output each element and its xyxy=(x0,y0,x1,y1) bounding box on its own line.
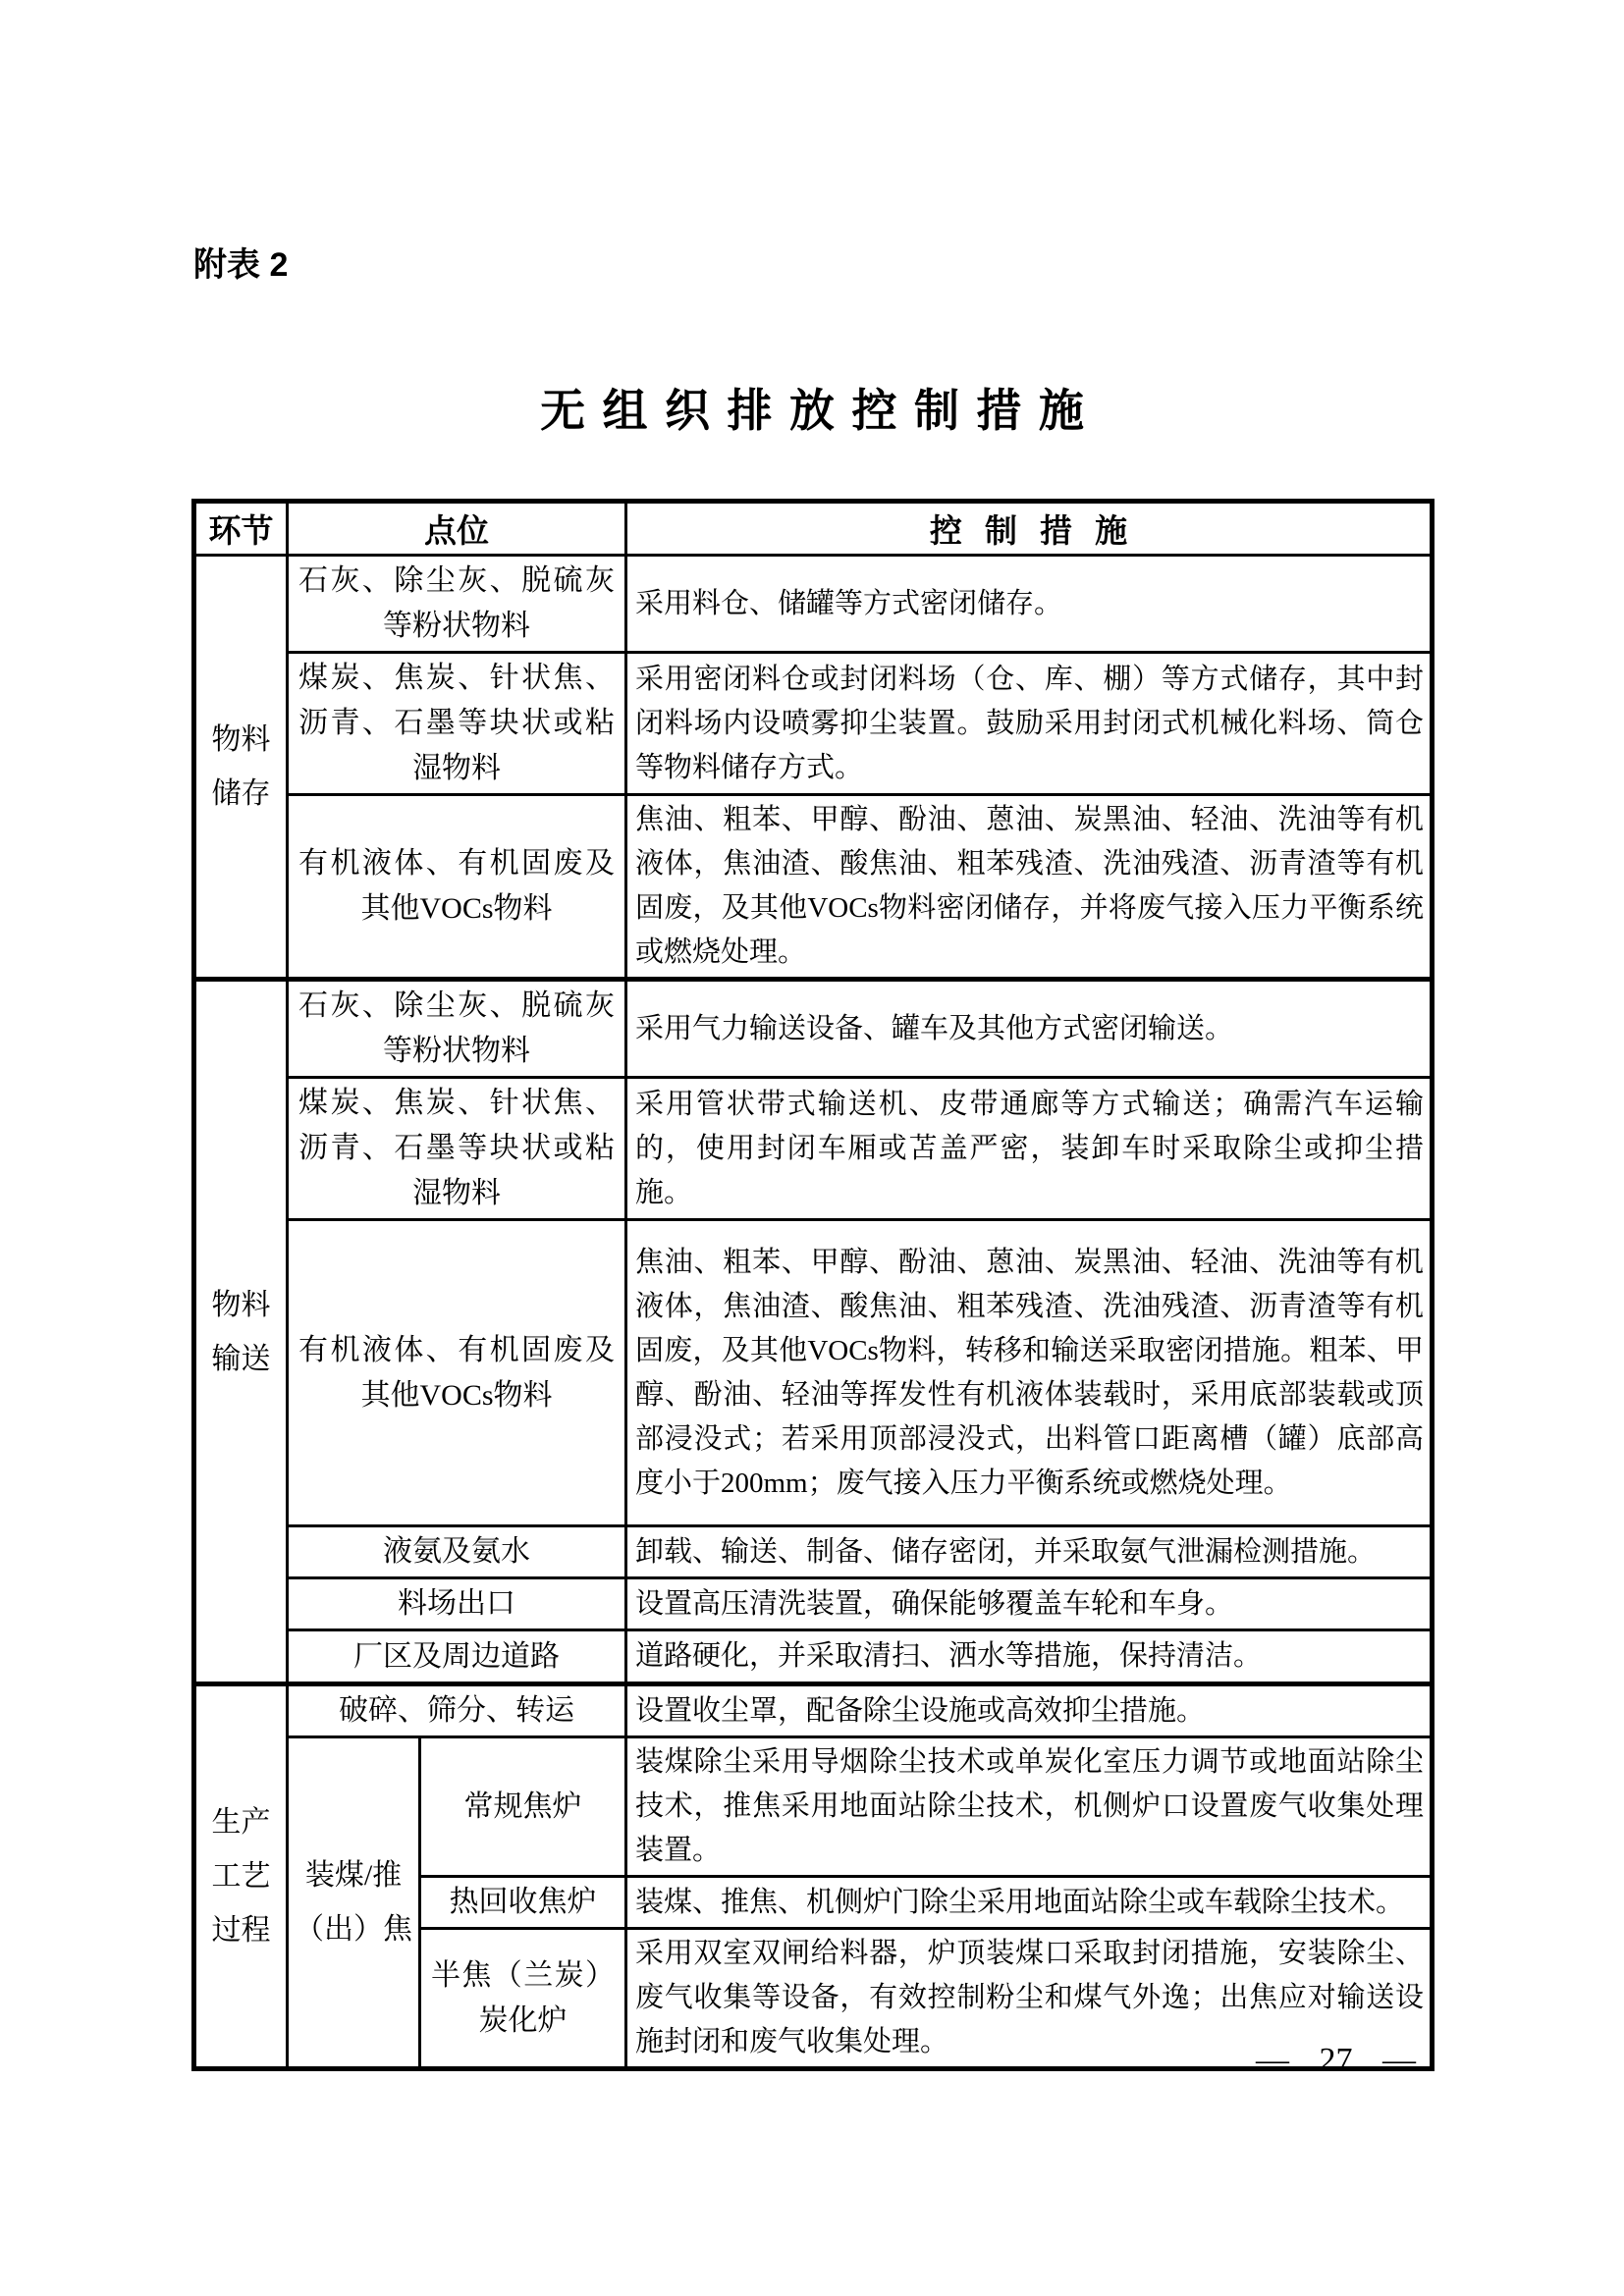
point-cell: 有机液体、有机固废及其他VOCs物料 xyxy=(288,1220,626,1526)
point-cell: 有机液体、有机固废及其他VOCs物料 xyxy=(288,795,626,980)
stage-label-line: 储存 xyxy=(211,777,271,810)
measure-cell: 采用密闭料仓或封闭料场（仓、库、棚）等方式储存，其中封闭料场内设喷雾抑尘装置。鼓励采用封闭式机械化料场、筒仓等物料储存方式。 xyxy=(626,653,1433,795)
table-row xyxy=(194,653,1433,795)
document-title: 无组织排放控制措施 xyxy=(540,385,1102,436)
measure-cell: 采用双室双闸给料器，炉顶装煤口采取封闭措施，安装除尘、废气收集等设备，有效控制粉尘和煤气外逸；出焦应对输送设施封闭和废气收集处理。 xyxy=(626,1929,1433,2069)
point-group-label-line: （出）焦 xyxy=(295,1913,412,1946)
measure-cell: 卸载、输送、制备、储存密闭，并采取氨气泄漏检测措施。 xyxy=(626,1526,1433,1578)
point-cell: 煤炭、焦炭、针状焦、沥青、石墨等块状或粘湿物料 xyxy=(288,1078,626,1220)
point-cell: 热回收焦炉 xyxy=(420,1877,626,1929)
annex-label: 附表 2 xyxy=(193,246,289,284)
measure-cell: 设置收尘罩，配备除尘设施或高效抑尘措施。 xyxy=(626,1684,1433,1737)
measure-cell: 采用管状带式输送机、皮带通廊等方式输送；确需汽车运输的，使用封闭车厢或苫盖严密，装卸车时采取除尘或抑尘措施。 xyxy=(626,1078,1433,1220)
measure-cell: 焦油、粗苯、甲醇、酚油、蒽油、炭黑油、轻油、洗油等有机液体，焦油渣、酸焦油、粗苯残渣、洗油残渣、沥青渣等有机固废，及其他VOCs物料密闭储存，并将废气接入压力平衡系统或燃烧处理。 xyxy=(626,795,1433,980)
measure-cell: 装煤除尘采用导烟除尘技术或单炭化室压力调节或地面站除尘技术，推焦采用地面站除尘技术，机侧炉口设置废气收集处理装置。 xyxy=(626,1737,1433,1877)
point-cell: 石灰、除尘灰、脱硫灰等粉状物料 xyxy=(288,556,626,653)
emissions-control-table xyxy=(191,499,1435,2071)
point-group-label-line: 装煤/推 xyxy=(304,1859,403,1892)
stage-label-line: 输送 xyxy=(211,1342,271,1375)
stage-cell-process xyxy=(194,1684,288,2069)
point-cell: 破碎、筛分、转运 xyxy=(288,1684,626,1737)
table-header-row xyxy=(194,502,1433,556)
table-row xyxy=(194,1578,1433,1630)
stage-cell-transport xyxy=(194,980,288,1684)
stage-cell-storage xyxy=(194,556,288,980)
table-row xyxy=(194,1737,1433,1877)
measure-cell: 焦油、粗苯、甲醇、酚油、蒽油、炭黑油、轻油、洗油等有机液体，焦油渣、酸焦油、粗苯残渣、洗油残渣、沥青渣等有机固废，及其他VOCs物料，转移和输送采取密闭措施。粗苯、甲醇、酚油、轻油等挥发性有机液体装载时，采用底部装载或顶部浸没式；若采用顶部浸没式，出料管口距离槽（罐）底部高度小于200mm；废气接入压力平衡系统或燃烧处理。 xyxy=(626,1220,1433,1526)
measure-cell: 道路硬化，并采取清扫、洒水等措施，保持清洁。 xyxy=(626,1630,1433,1684)
table-row xyxy=(194,556,1433,653)
table-row xyxy=(194,1684,1433,1737)
stage-label-line: 物料 xyxy=(211,1288,271,1321)
table-row xyxy=(194,1078,1433,1220)
measure-cell: 装煤、推焦、机侧炉门除尘采用地面站除尘或车载除尘技术。 xyxy=(626,1877,1433,1929)
point-cell: 煤炭、焦炭、针状焦、沥青、石墨等块状或粘湿物料 xyxy=(288,653,626,795)
measure-cell: 采用气力输送设备、罐车及其他方式密闭输送。 xyxy=(626,980,1433,1078)
stage-label-line: 过程 xyxy=(211,1914,271,1947)
measure-cell: 采用料仓、储罐等方式密闭储存。 xyxy=(626,556,1433,653)
point-cell: 石灰、除尘灰、脱硫灰等粉状物料 xyxy=(288,980,626,1078)
measure-cell: 设置高压清洗装置，确保能够覆盖车轮和车身。 xyxy=(626,1578,1433,1630)
point-cell: 常规焦炉 xyxy=(420,1737,626,1877)
table-row xyxy=(194,980,1433,1078)
point-group-cell-coking xyxy=(288,1737,420,2069)
point-cell: 厂区及周边道路 xyxy=(288,1630,626,1684)
stage-label-line: 生产 xyxy=(211,1806,271,1839)
table-row xyxy=(194,795,1433,980)
header-measures: 控制措施 xyxy=(626,502,1433,556)
table-row xyxy=(194,1220,1433,1526)
stage-label-line: 物料 xyxy=(211,723,271,756)
table-row xyxy=(194,1630,1433,1684)
table-row xyxy=(194,1526,1433,1578)
stage-label-line: 工艺 xyxy=(211,1860,271,1893)
header-stage: 环节 xyxy=(194,502,288,556)
point-cell: 液氨及氨水 xyxy=(288,1526,626,1578)
point-cell: 半焦（兰炭）炭化炉 xyxy=(420,1929,626,2069)
point-cell: 料场出口 xyxy=(288,1578,626,1630)
page-number: — 27 — xyxy=(1256,2042,1416,2078)
header-point: 点位 xyxy=(288,502,626,556)
